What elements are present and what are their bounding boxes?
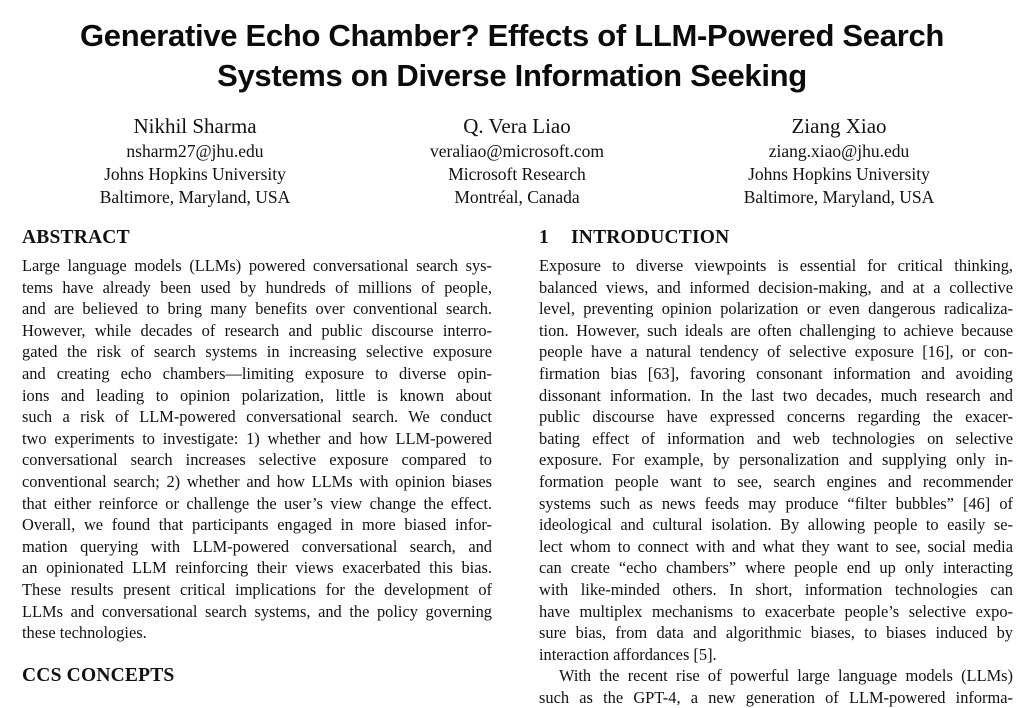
title-line: Systems on Diverse Information Seeking <box>217 58 807 93</box>
intro-line: bating effect of information and web technologies on selective <box>539 428 1013 448</box>
abstract-line: These results present critical implications for the development of <box>22 579 492 599</box>
author-block <box>0 113 1024 213</box>
intro-line: people have a natural tendency of selective exposure [16], or con- <box>539 342 1013 362</box>
intro-line: dissonant information. In the last two decades, much research and <box>539 385 1013 405</box>
intro-line: exposure. For example, by personalization and supplying only in- <box>539 450 1013 470</box>
author-affiliation: Johns Hopkins University <box>104 164 286 184</box>
abstract-line: gated the risk of search systems in increasing selective exposure <box>22 342 492 362</box>
author-email[interactable]: veraliao@microsoft.com <box>429 141 605 161</box>
author-card <box>689 113 989 209</box>
abstract-line: and creating echo chambers—limiting exposure to diverse opin- <box>22 363 492 383</box>
author-affiliation: Microsoft Research <box>448 164 586 184</box>
intro-line: formation people want to see, search engines and recommender <box>539 471 1013 491</box>
abstract-text <box>22 255 492 644</box>
abstract-line: However, while decades of research and public discourse interro- <box>22 320 492 340</box>
abstract-line: two experiments to investigate: 1) whether and how LLM-powered <box>22 428 492 448</box>
abstract-heading: ABSTRACT <box>22 227 130 248</box>
author-card <box>367 113 667 209</box>
section-title: INTRODUCTION <box>571 227 730 248</box>
intro-line: sure bias, from data and algorithmic biases, to biases induced by <box>539 623 1013 643</box>
abstract-line: these technologies. <box>22 623 147 643</box>
intro-line: interaction affordances [5]. <box>539 644 717 664</box>
introduction-paragraph-2 <box>539 665 1013 708</box>
intro-line: firmation bias [63], favoring consonant information and avoiding <box>539 363 1013 383</box>
author-card <box>45 113 345 209</box>
abstract-line: LLMs and conversational search systems, and the policy governing <box>22 601 492 621</box>
ccs-concepts-heading: CCS CONCEPTS <box>22 664 175 686</box>
intro-line: such as the GPT-4, a new generation of LLM-powered informa- <box>539 687 1013 707</box>
intro-line: can create “echo chambers” where people end up only interacting <box>539 558 1013 578</box>
introduction-heading <box>539 224 1013 252</box>
right-column <box>539 224 1013 708</box>
intro-line: level, preventing opinion polarization or even dangerous radicaliza- <box>539 299 1013 319</box>
left-column <box>22 224 492 690</box>
author-location: Baltimore, Maryland, USA <box>99 187 291 207</box>
intro-line: systems such as news feeds may produce “filter bubbles” [46] of <box>539 493 1013 513</box>
abstract-line: ions and leading to opinion polarization, little is known about <box>22 385 492 405</box>
abstract-line: conversational search increases selective exposure compared to <box>22 450 492 470</box>
abstract-line: an opinionated LLM reinforcing their views exacerbated this bias. <box>22 558 492 578</box>
section-number: 1 <box>539 227 549 248</box>
abstract-line: and are believed to bring many benefits over conventional search. <box>22 299 492 319</box>
intro-line: Exposure to diverse viewpoints is essential for critical thinking, <box>539 256 1013 275</box>
abstract-line: conventional search; 2) whether and how LLMs with opinion biases <box>22 471 492 491</box>
abstract-line: Large language models (LLMs) powered conversational search sys- <box>22 256 492 275</box>
abstract-line: mation querying with LLM-powered conversational search, and <box>22 536 492 556</box>
title-line: Generative Echo Chamber? Effects of LLM-Powered Search <box>79 18 945 53</box>
abstract-line: that either reinforce or challenge the user’s view change the effect. <box>22 493 492 513</box>
intro-line: lect whom to connect with and what they want to see, social media <box>539 536 1013 556</box>
author-name: Nikhil Sharma <box>133 114 257 138</box>
author-location: Montréal, Canada <box>454 187 580 207</box>
author-name: Ziang Xiao <box>791 114 887 138</box>
introduction-paragraph-1 <box>539 255 1013 665</box>
intro-line: balanced views, and informed decision-making, and at a collective <box>539 277 1013 297</box>
intro-line: ideological and cultural isolation. By allowing people to easily se- <box>539 515 1013 535</box>
intro-line: have multiplex mechanisms to exacerbate people’s selective expo- <box>539 601 1013 621</box>
intro-line: tion. However, such ideals are often challenging to achieve because <box>539 320 1013 340</box>
author-name: Q. Vera Liao <box>463 114 571 138</box>
author-email[interactable]: nsharm27@jhu.edu <box>126 141 264 161</box>
abstract-line: tems have already been used by hundreds of millions of people, <box>22 277 492 297</box>
author-email[interactable]: ziang.xiao@jhu.edu <box>768 141 910 161</box>
author-affiliation: Johns Hopkins University <box>748 164 930 184</box>
intro-line: with like-minded others. In short, information technologies can <box>539 579 1013 599</box>
author-location: Baltimore, Maryland, USA <box>743 187 935 207</box>
intro-line: With the recent rise of powerful large language models (LLMs) <box>559 666 1013 686</box>
intro-line: public discourse have expressed concerns regarding the exacer- <box>539 407 1013 427</box>
paper-title <box>0 16 1024 96</box>
abstract-line: Overall, we found that participants engaged in more biased infor- <box>22 515 492 535</box>
abstract-line: such a risk of LLM-powered conversational search. We conduct <box>22 407 492 427</box>
